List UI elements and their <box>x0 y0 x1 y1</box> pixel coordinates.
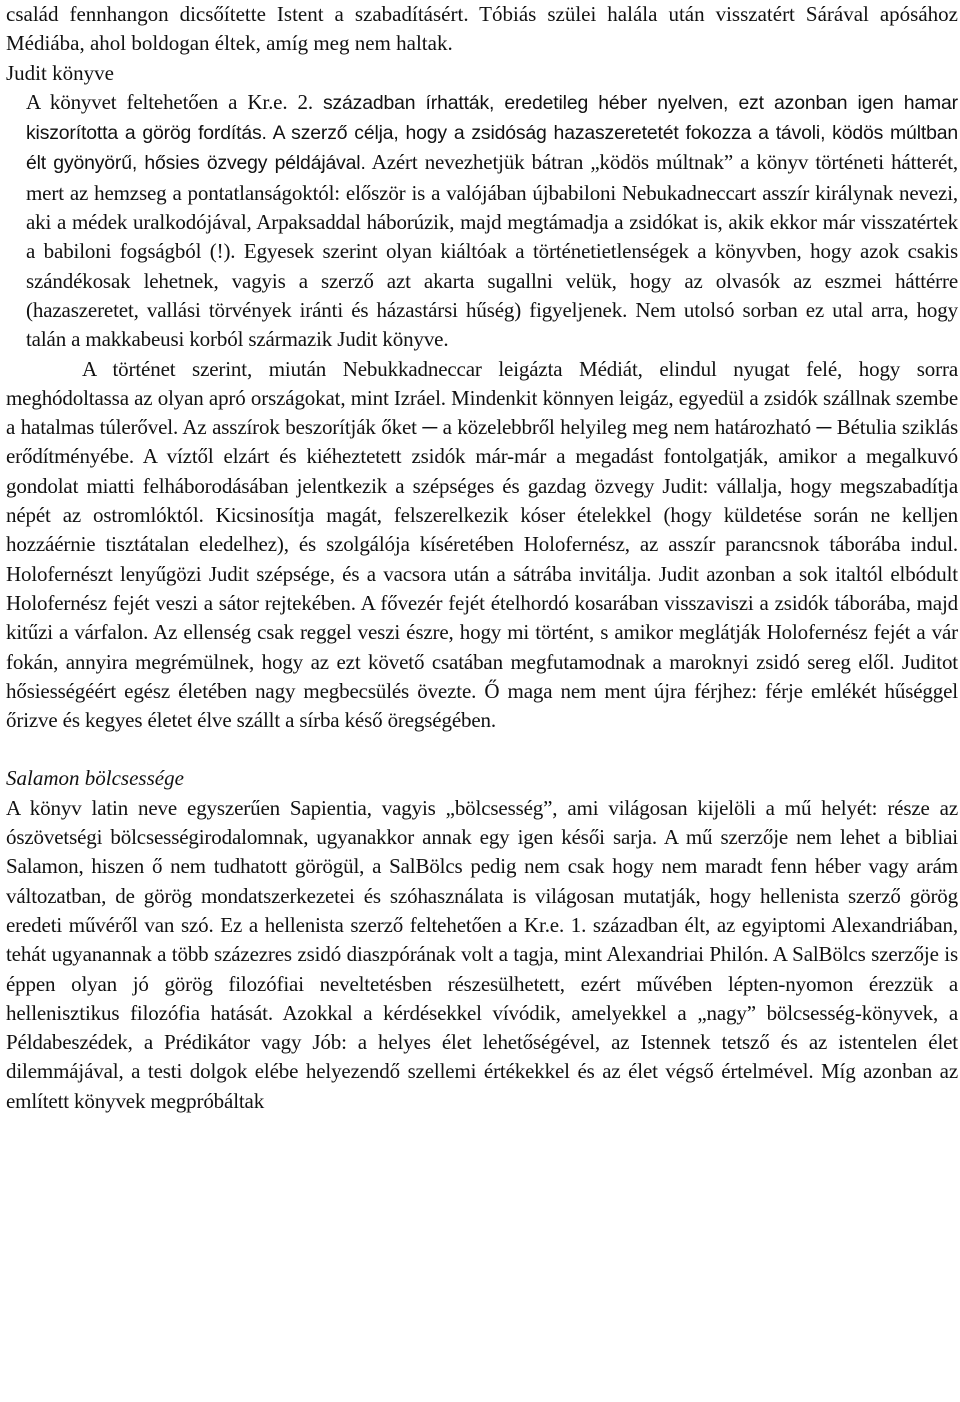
salamon-title: Salamon bölcsessége <box>6 766 184 791</box>
judit-story-paragraph <box>6 355 958 736</box>
judit-purpose: A szerző célja, hogy a zsidóság hazaszeretetét fokozza a távoli, ködös múltban élt gyönyörű, hősies özvegy példájával. <box>26 122 958 175</box>
document-page <box>6 0 958 1116</box>
judit-history: Azért nevezhetjük bátran „ködös múltnak” a könyv történeti hátterét, mert az hemzseg a pontatlanságoktól: először is a valójában újbabiloni Nebukadneccart asszír királynak nevezi, aki a médek uralkodójával, Arpaksaddal háborúzik, majd megtámadja a zsidókat is, akik ekkor már visszatértek a babiloni fogságból (!). <box>26 150 958 264</box>
judit-dating-serif: A könyvet feltehetően a Kr.e. 2. <box>26 89 323 114</box>
intro-paragraph <box>6 0 958 59</box>
section-title-salamon <box>6 764 958 793</box>
judit-title: Judit könyve <box>6 60 114 85</box>
judit-dating-sans: században írhatták, eredetileg héber nyelven, ezt azonban igen hamar kiszorította a görög fordítás. <box>26 91 958 145</box>
intro-text: család fennhangon dicsőítette Istent a szabadításért. Tóbiás szülei halála után visszatért Sárával apósához Médiába, ahol boldogan éltek, amíg meg nem haltak. <box>6 2 958 56</box>
salamon-text: A könyv latin neve egyszerűen Sapientia, vagyis „bölcsesség”, ami világosan kijelöli a mű helyét: része az ószövetségi bölcsességirodalomnak, ugyanakkor annak egy igen késői sarja. A mű szerzője nem lehet a bibliai Salamon, hiszen ő nem tudhatott görögül, a SalBölcs pedig nem csak hogy nem maradt fenn héber vagy arám változatban, de görög mondatszerkezetei és szóhasználata is világosan mutatják, hogy hellenista szerző görög eredeti művéről van szó. Ez a hellenista szerző feltehetően a Kr.e. 1. században élt, az egyiptomi Alexandriában, tehát ugyanannak a több százezres zsidó diaszpórának volt a tagja, mint Alexandriai Philón. A SalBölcs szerzője is éppen olyan jó görög filozófiai neveltetésben részesülhetett, ezért művében lépten-nyomon érezzük a hellenisztikus filozófia hatását. Azokkal a kérdésekkel vívódik, amelyekkel a „nagy” bölcsesség-könyvek, a Példabeszédek, a Prédikátor vagy Jób: a helyes élet lehetőségével, az Istennek tetsző és az istentelen élet dilemmájával, a testi dolgok elébe helyezendő szellemi értékekkel és az élet végső értelmével. Míg azonban az említett könyvek megpróbáltak <box>6 795 958 1113</box>
salamon-paragraph <box>6 794 958 1116</box>
section-title-judit <box>6 59 958 88</box>
section-gap <box>6 735 958 764</box>
judit-intro-paragraph <box>6 88 958 355</box>
judit-history-cont: Egyesek szerint olyan kiáltóak a történetietlenségek a könyvben, hogy azok csakis szándékosak lehetnek, vagyis a szerző azt akarta sugallni velük, hogy az olvasók az eszmei háttérre (hazaszeretet, vallási törvények iránti és házastársi hűség) figyeljenek. Nem utolsó sorban ez utal arra, hogy talán a makkabeusi korból származik Judit könyve. <box>26 239 959 352</box>
judit-story: A történet szerint, miután Nebukkadneccar leigázta Médiát, elindul nyugat felé, hogy sorra meghódoltassa az olyan apró országokat, mint Izráel. Mindenkit könnyen leigáz, egyedül a zsidók szállnak szembe a hatalmas túlerővel. Az asszírok beszorítják őket ─ a közelebbről helyileg meg nem határozható ─ Bétulia sziklás erődítményébe. A víztől elzárt és kiéheztetett zsidók már-már a megadást fontolgatják, amikor a megalkuvó gondolat miatti felháborodásában jelentkezik a szépséges és gazdag özvegy Judit: vállalja, hogy megszabadítja népét az ostromlóktól. Kicsinosítja magát, felszerelkezik kóser ételekkel (hogy küldetése során ne kelljen hozzáérnie tisztátalan eledelhez), és szolgálója kíséretében Holofernész, az asszír parancsnok táborába indul. Holofernészt lenyűgözi Judit szépsége, és a vacsora után a sátrába invitálja. Judit azonban a sok italtól elbódult Holofernész fejét veszi a sátor rejtekében. A fővezér fejét ételhordó kosarában visszaviszi a zsidók táborába, majd kitűzi a várfalon. Az ellenség csak reggel veszi észre, hogy mi történt, s amikor meglátják Holofernész fejét a vár fokán, annyira megrémülnek, hogy az ezt követő csatában megfutamodnak a maroknyi zsidó sereg elől. Juditot hősiességéért egész életében nagy megbecsülés övezte. Ő maga nem ment újra férjhez: férje emlékét hűséggel őrizve és kegyes életet élve szállt a sírba késő öregségében. <box>6 356 958 733</box>
